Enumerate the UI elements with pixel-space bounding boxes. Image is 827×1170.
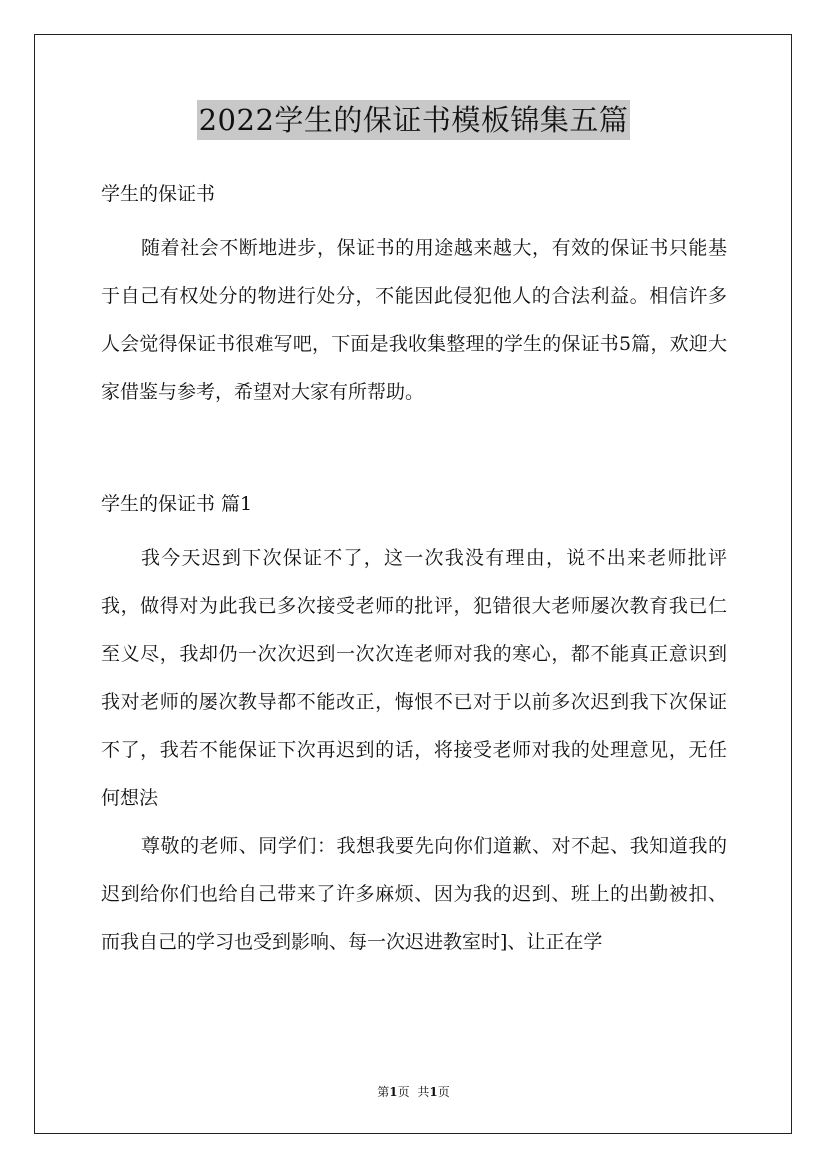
total-suffix: 页 (437, 1085, 450, 1099)
page-prefix: 第 (377, 1085, 390, 1099)
document-title: 2022学生的保证书模板锦集五篇 (197, 100, 631, 140)
document-body (101, 174, 727, 966)
title-container (0, 100, 827, 140)
section1-paragraph-2: 尊敬的老师、同学们：我想我要先向你们道歉、对不起、我知道我的迟到给你们也给自己带来了许多麻烦、因为我的迟到、班上的出勤被扣、而我自己的学习也受到影响、每一次迟进教室时]、让正在学 (101, 835, 727, 953)
page-footer (0, 1083, 827, 1100)
total-pages: 1 (429, 1085, 438, 1099)
section1-paragraph-1: 我今天迟到下次保证不了，这一次我没有理由，说不出来老师批评我，做得对为此我已多次接受老师的批评，犯错很大老师屡次教育我已仁至义尽，我却仍一次次迟到一次次连老师对我的寒心，都不能真正意识到我对老师的屡次教导都不能改正，悔恨不已对于以前多次迟到我下次保证不了，我若不能保证下次再迟到的话，将接受老师对我的处理意见，无任何想法 (101, 547, 727, 809)
page-number: 1 (389, 1085, 398, 1099)
intro-paragraph: 随着社会不断地进步，保证书的用途越来越大，有效的保证书只能基于自己有权处分的物进行处分，不能因此侵犯他人的合法利益。相信许多人会觉得保证书很难写吧，下面是我收集整理的学生的保证书5篇，欢迎大家借鉴与参考，希望对大家有所帮助。 (101, 237, 727, 403)
intro-heading: 学生的保证书 (101, 183, 216, 205)
section1-heading: 学生的保证书 篇1 (101, 493, 253, 515)
total-prefix: 共 (417, 1085, 430, 1099)
page-suffix: 页 (397, 1085, 410, 1099)
